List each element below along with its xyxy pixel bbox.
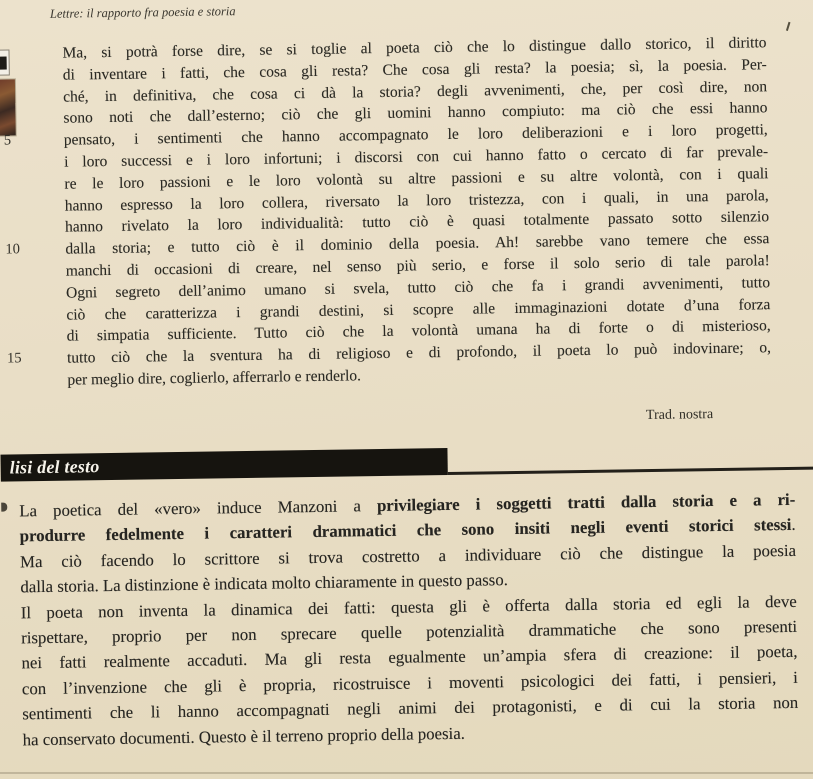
analysis-text: sentimenti che li hanno accompagnati negli animi dei protagonisti, e di cui la storia non (22, 693, 799, 724)
analysis-text: nei fatti realmente accaduti. Ma gli resta egualmente un’ampia sfera di creazione: il poeta, (21, 642, 798, 673)
analysis-text: ha conservato documenti. Questo è il terreno proprio della poesia. (22, 723, 466, 749)
section-banner (0, 448, 447, 482)
line-number: 5 (3, 132, 12, 149)
passage-line-text: sono noti che dall’esterno; ciò che gli uomini hanno compiuto: ma ciò che essi hanno (63, 99, 768, 128)
analysis-text: con l’invenzione che gli è propria, ricostruisce i moventi psicologici dei fatti, i pensieri, i (21, 667, 799, 699)
line-number: 15 (6, 350, 22, 367)
analysis-bold-text: privilegiare i soggetti tratti dalla storia e a ri- (376, 489, 796, 516)
analysis-block (19, 487, 799, 753)
analysis-bold-text: produrre fedelmente i caratteri drammatici che sono insiti negli eventi storici stessi (19, 515, 792, 546)
passage-line-text: ciò che caratterizza i grandi destini, si scopre alle immaginazioni dotate d’una forza (66, 295, 771, 324)
line-number: 10 (5, 241, 21, 258)
passage-line-text: di inventare i fatti, che cosa gli resta? Che cosa gli resta? la poesia; sì, la poesia. Per- (62, 56, 767, 84)
translation-credit: Trad. nostra (645, 407, 714, 424)
passage-line-text: hanno espresso la loro collera, riversato la loro tristezza, con i quali, in una parola, (64, 186, 769, 215)
scan-speck (786, 22, 791, 31)
section-banner-rule (448, 467, 813, 475)
passage-line-text: Ma, si potrà forse dire, se si toglie al poeta ciò che lo distingue dallo storico, il diritto (62, 34, 767, 62)
passage-block (2, 32, 771, 392)
passage-line-text: pensato, i sentimenti che hanno accompagnato le loro deliberazioni e i loro progetti, (63, 121, 768, 149)
passage-line-text: i loro successi e i loro infortuni; i discorsi con cui hanno fatto o cercato di far prevale- (64, 143, 769, 171)
analysis-text: Ma ciò facendo lo scrittore si trova costretto a individuare ciò che distingue la poesia (19, 540, 797, 572)
passage-line-text: re le loro passioni e le loro volontà su altre passioni e su altre volontà, con i quali (64, 164, 769, 193)
analysis-lines (19, 487, 799, 753)
analysis-text: Il poeta non inventa la dinamica dei fatti: questa gli è offerta dalla storia ed egli la deve (20, 591, 797, 622)
analysis-text: rispettare, proprio per non sprecare quelle potenzialità drammatiche che sono presenti (21, 616, 798, 648)
passage-line-text: manchi di occasioni di creare, nel senso più serio, e forse il solo serio di tale parola! (65, 252, 770, 280)
passage-line-text: tutto ciò che la sventura ha di religioso e di profondo, il poeta lo può indovinare; o, (66, 339, 772, 367)
passage-line-text: Ogni segreto dell’animo umano si svela, tutto ciò che fa i grandi avvenimenti, tutto (65, 273, 771, 302)
running-header: Lettre: il rapporto fra poesia e storia (49, 4, 236, 21)
analysis-text: dalla storia. La distinzione è indicata molto chiaramente in questo passo. (20, 570, 508, 597)
passage-lines (2, 32, 771, 392)
passage-line-text: di simpatia sufficiente. Tutto ciò che la volontà umana ha di forte o di misterioso, (66, 317, 771, 345)
passage-line-text: per meglio dire, coglierlo, afferrarlo e renderlo. (67, 367, 362, 389)
section-banner-label: lisi del testo (9, 456, 100, 478)
analysis-text: La poetica del «vero» induce Manzoni a (19, 496, 378, 521)
passage-line-text: hanno rivelato la loro individualità: tutto ciò è quasi totalmente passato sotto silenzio (64, 208, 770, 237)
passage-line-text: ché, in definitiva, che cosa ci dà la storia? degli avvenimenti, che, per così dire, non (63, 77, 768, 106)
analysis-text: . (791, 515, 796, 535)
margin-bullet (1, 503, 7, 512)
passage-line-text: dalla storia; e tutto ciò è il dominio della poesia. Ah! sarebbe vano temere che essa (65, 230, 770, 258)
